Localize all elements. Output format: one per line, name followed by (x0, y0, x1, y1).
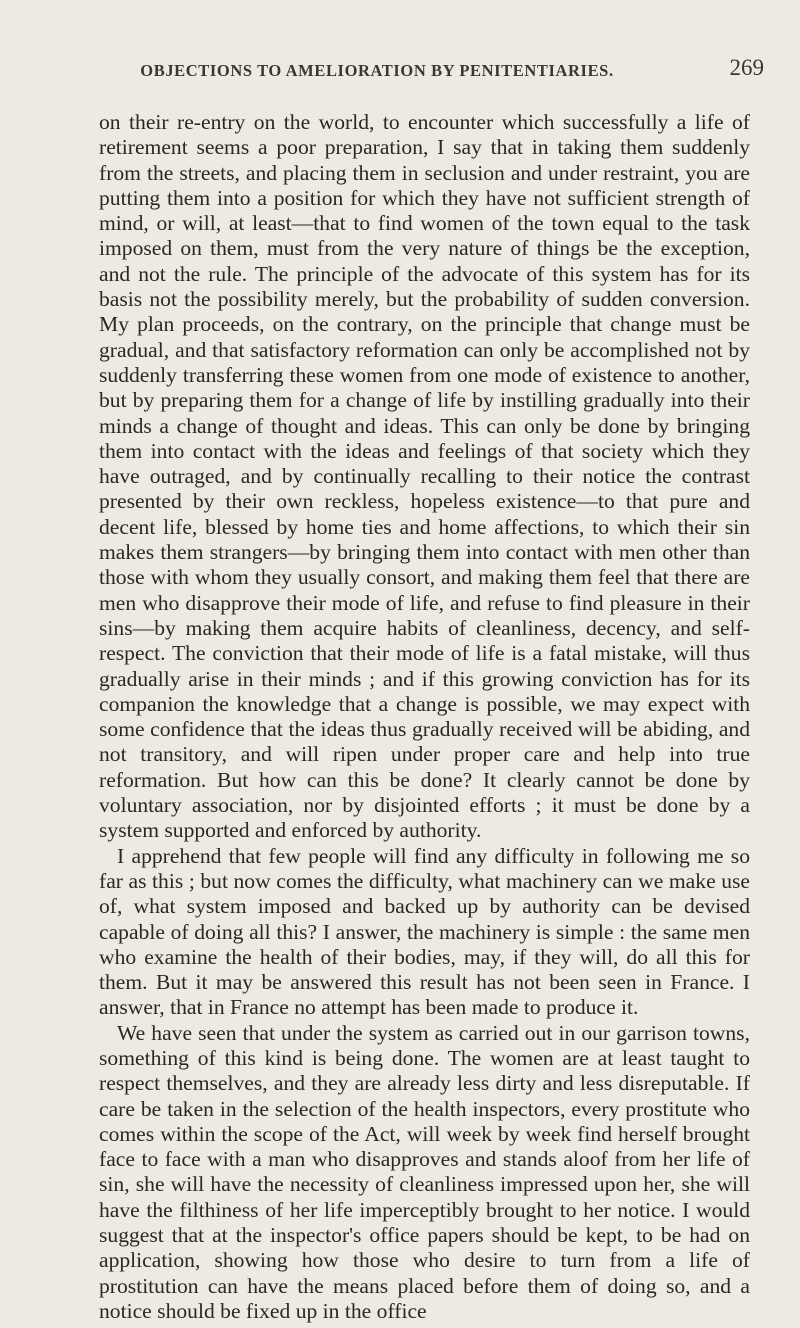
paragraph: on their re-entry on the world, to encounter which successfully a life of retirement seems a poor preparation, I say that in taking them suddenly from the streets, and placing them in seclusion and under restraint, you are putting them into a position for which they have not sufficient strength of mind, or will, at least—that to find women of the town equal to the task imposed on them, must from the very nature of things be the exception, and not the rule. The principle of the advocate of this system has for its basis not the possibility merely, but the probability of sudden conversion. My plan proceeds, on the contrary, on the principle that change must be gradual, and that satisfactory reformation can only be accomplished not by suddenly transferring these women from one mode of existence to another, but by preparing them for a change of life by instilling gradually into their minds a change of thought and ideas. This can only be done by bringing them into contact with the ideas and feelings of that society which they have outraged, and by continually recalling to their notice the contrast presented by their own reckless, hopeless existence—to that pure and decent life, blessed by home ties and home affections, to which their sin makes them strangers—by bringing them into contact with men other than those with whom they usually consort, and making them feel that there are men who disapprove their mode of life, and refuse to find pleasure in their sins—by making them acquire habits of cleanliness, decency, and self-respect. The conviction that their mode of life is a fatal mistake, will thus gradually arise in their minds ; and if this growing conviction has for its companion the knowledge that a change is possible, we may expect with some confidence that the ideas thus gradually received will be abiding, and not transitory, and will ripen under proper care and help into true reformation. But how can this be done? It clearly cannot be done by voluntary association, nor by disjointed efforts ; it must be done by a system supported and enforced by authority. (99, 110, 750, 843)
running-head: OBJECTIONS TO AMELIORATION BY PENITENTIARIES. (140, 61, 614, 80)
paragraph: We have seen that under the system as carried out in our garrison towns, something of this kind is being done. The women are at least taught to respect themselves, and they are already less dirty and less disreputable. If care be taken in the selection of the health inspectors, every prostitute who comes within the scope of the Act, will week by week find herself brought face to face with a man who disapproves and stands aloof from her life of sin, she will have the necessity of cleanliness impressed upon her, she will have the filthiness of her life imperceptibly brought to her notice. I would suggest that at the inspector's office papers should be kept, to be had on application, showing how those who desire to turn from a life of prostitution can have the means placed before them of doing so, and a notice should be fixed up in the office (99, 1020, 750, 1323)
paragraph: I apprehend that few people will find any difficulty in following me so far as this ; but now comes the difficulty, what machinery can we make use of, what system imposed and backed up by authority can be devised capable of doing all this? I answer, the machinery is simple : the same men who examine the health of their bodies, may, if they will, do all this for them. But it may be answered this result has not been seen in France. I answer, that in France no attempt has been made to produce it. (99, 843, 750, 1020)
body-text (99, 110, 750, 1324)
page-number: 269 (729, 55, 764, 80)
page-header (100, 53, 764, 89)
